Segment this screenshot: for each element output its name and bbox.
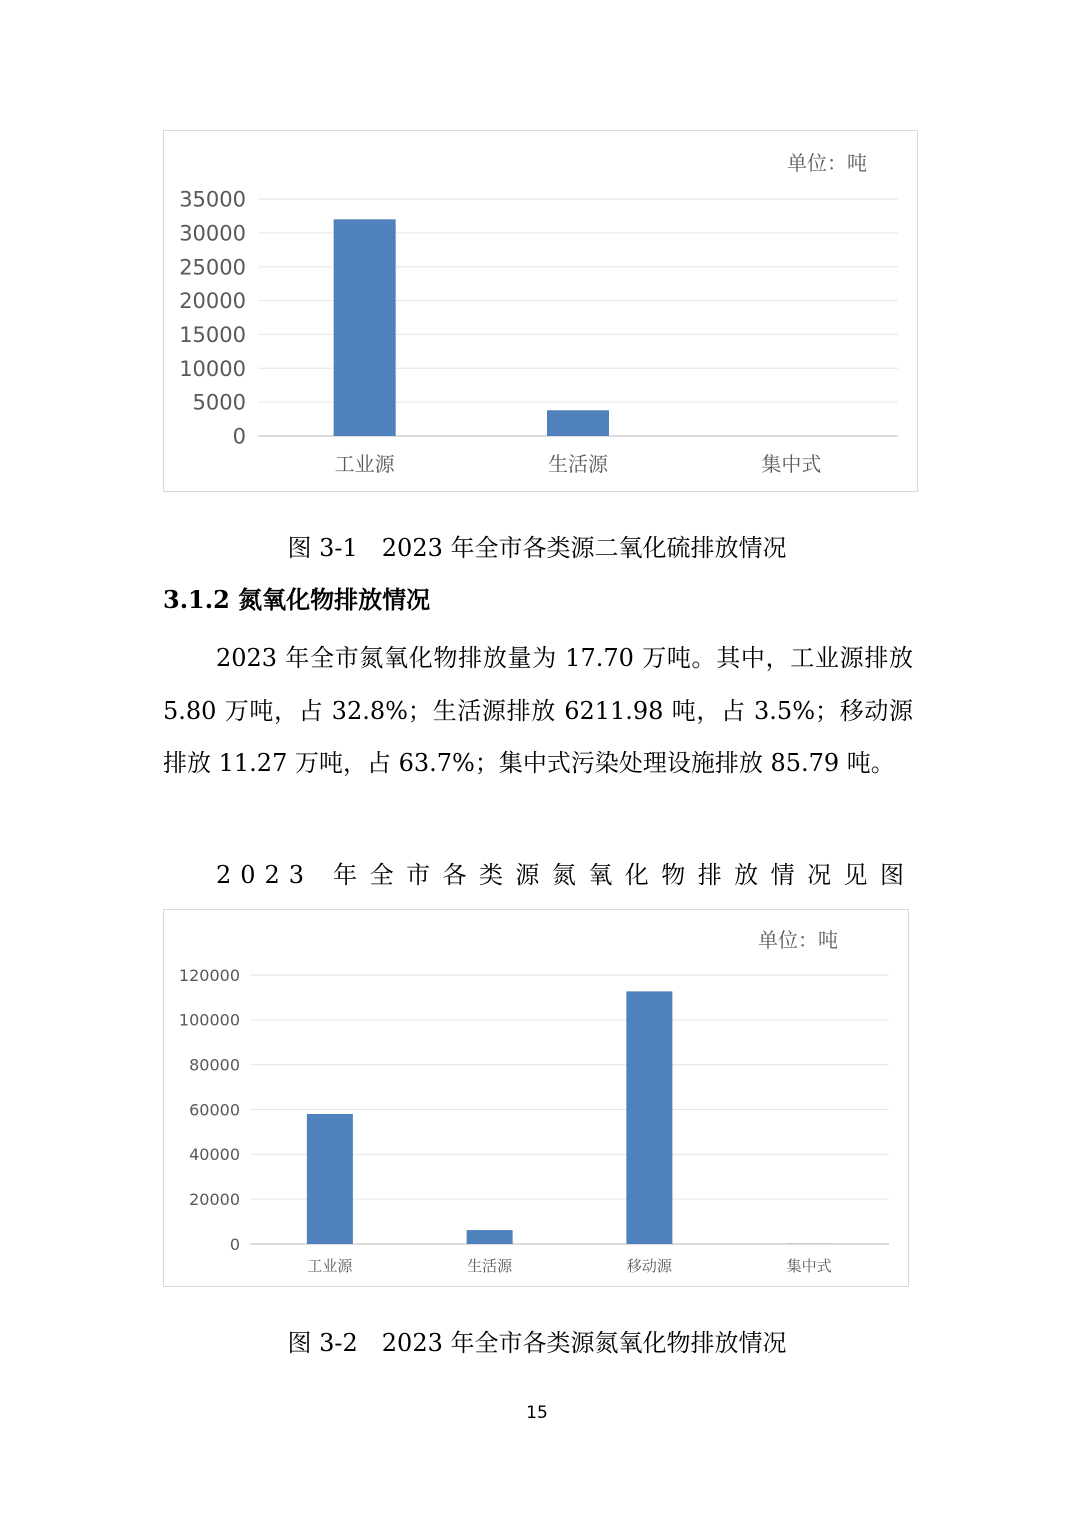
chart2-category-label: 生活源 bbox=[467, 1257, 513, 1275]
chart2-y-tick-label: 120000 bbox=[178, 965, 240, 985]
figure1-title: 2023 年全市各类源二氧化硫排放情况 bbox=[381, 534, 787, 562]
figure1-number: 图 3-1 bbox=[287, 534, 358, 562]
chart2-svg bbox=[164, 910, 907, 1285]
chart2-category-label: 移动源 bbox=[626, 1257, 672, 1275]
chart1-y-tick-label: 10000 bbox=[179, 356, 246, 381]
figure2-caption bbox=[0, 1323, 1074, 1358]
chart1-unit-label: 单位：吨 bbox=[787, 151, 867, 175]
figure2-number: 图 3-2 bbox=[287, 1329, 358, 1357]
paragraph-nox-summary: 2023 年全市氮氧化物排放量为 17.70 万吨。其中，工业源排放 5.80 万吨，占 32.8%；生活源排放 6211.98 吨，占 3.5%；移动源排放 11.27 万吨，占 63.7%；集中式污染处理设施排放 85.79 吨。 bbox=[163, 644, 913, 777]
chart2-bar bbox=[307, 1114, 353, 1244]
nox-emission-chart bbox=[163, 909, 909, 1287]
chart2-bar bbox=[626, 991, 672, 1244]
chart2-unit-label: 单位：吨 bbox=[758, 928, 838, 952]
figure2-title: 2023 年全市各类源氮氧化物排放情况 bbox=[381, 1329, 787, 1357]
chart2-category-label: 工业源 bbox=[307, 1257, 353, 1275]
figure1-caption bbox=[0, 528, 1074, 563]
paragraph-figure-reference: 2023 年全市各类源氮氧化物排放情况见图 bbox=[216, 861, 913, 889]
chart2-y-tick-label: 20000 bbox=[189, 1189, 240, 1209]
chart1-category-label: 集中式 bbox=[761, 452, 822, 476]
chart1-category-label: 生活源 bbox=[548, 452, 608, 476]
chart1-y-tick-label: 20000 bbox=[179, 289, 246, 314]
chart1-y-tick-label: 25000 bbox=[179, 255, 246, 280]
chart1-y-tick-label: 35000 bbox=[179, 187, 246, 212]
chart2-category-label: 集中式 bbox=[786, 1257, 832, 1275]
chart1-bar bbox=[334, 219, 396, 436]
page-number: 15 bbox=[526, 1403, 548, 1423]
chart2-y-tick-label: 100000 bbox=[178, 1010, 240, 1030]
chart1-y-tick-label: 0 bbox=[232, 424, 246, 449]
chart1-y-tick-label: 15000 bbox=[179, 322, 246, 347]
chart2-bar bbox=[467, 1230, 513, 1244]
chart2-y-tick-label: 40000 bbox=[189, 1145, 240, 1165]
so2-emission-chart bbox=[163, 130, 918, 492]
section-heading: 3.1.2 氮氧化物排放情况 bbox=[163, 585, 431, 614]
chart2-y-tick-label: 0 bbox=[229, 1234, 240, 1254]
chart1-y-tick-label: 30000 bbox=[179, 221, 246, 246]
chart1-category-label: 工业源 bbox=[334, 452, 395, 476]
chart1-y-tick-label: 5000 bbox=[192, 390, 246, 415]
chart1-svg bbox=[164, 131, 916, 490]
chart2-y-tick-label: 80000 bbox=[189, 1055, 240, 1075]
chart2-y-tick-label: 60000 bbox=[189, 1100, 240, 1120]
chart1-bar bbox=[547, 410, 609, 436]
